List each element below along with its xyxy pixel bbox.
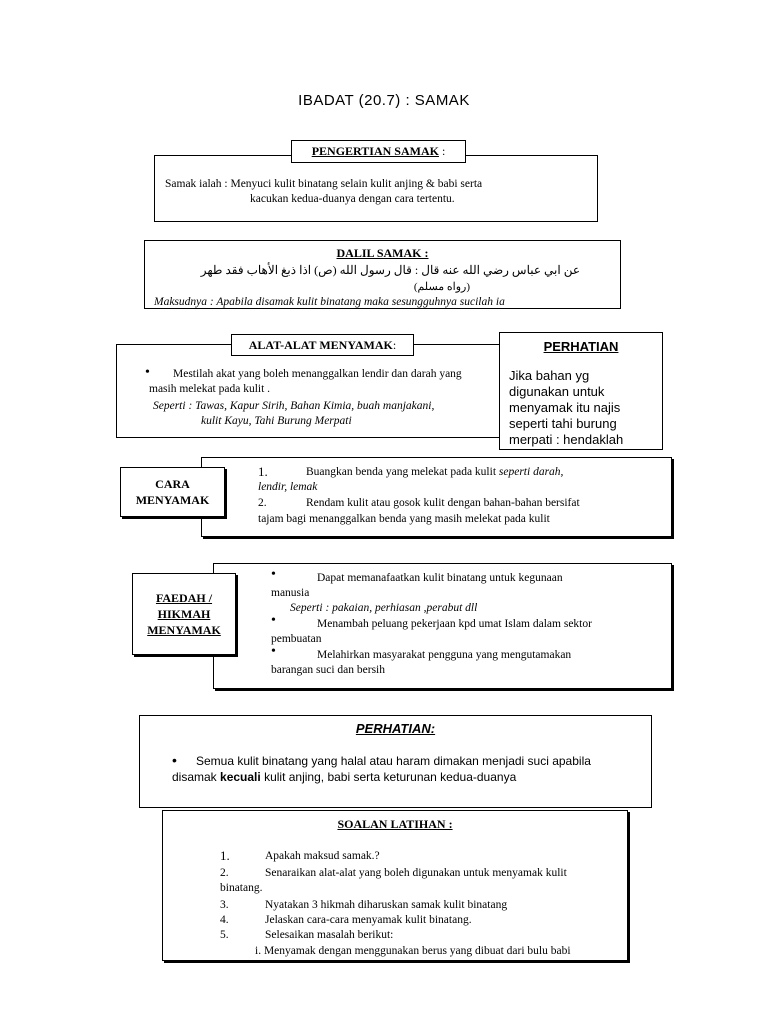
perhatian-side-heading: PERHATIAN [543, 339, 619, 354]
faedah-box [213, 563, 672, 689]
dalil-maksudnya: Maksudnya : Apabila disamak kulit binatang maka sesungguhnya sucilah ia [154, 296, 505, 308]
soalan-heading: SOALAN LATIHAN : [337, 817, 453, 831]
page-title: IBADAT (20.7) : SAMAK [298, 92, 470, 109]
pengertian-box [154, 155, 598, 222]
faedah-b1c: Seperti : pakaian, perhiasan ,perabut dll [290, 602, 478, 614]
cara-item-2a: Rendam kulit atau gosok kulit dengan bahan-bahan bersifat [306, 497, 580, 509]
cara-item-2b: tajam bagi menanggalkan benda yang masih melekat pada kulit [258, 513, 550, 525]
faedah-label: FAEDAH / HIKMAH MENYAMAK [147, 591, 221, 637]
dalil-box [144, 240, 621, 309]
alat-heading: ALAT-ALAT MENYAMAK [248, 338, 393, 352]
perhatian-side-line-3: menyamak itu najis [509, 400, 621, 415]
perhatian-main-bullet: • [172, 752, 177, 768]
soalan-q2-number: 2. [220, 867, 229, 879]
soalan-q5: Selesaikan masalah berikut: [265, 929, 394, 941]
perhatian-side-box [499, 332, 663, 450]
soalan-q4-number: 4. [220, 914, 229, 926]
alat-heading-box [231, 334, 414, 356]
perhatian-main-text-2c: kulit anjing, babi serta keturunan kedua-duanya [260, 770, 517, 784]
alat-line-3: Seperti : Tawas, Kapur Sirih, Bahan Kimia, buah manjakani, [153, 400, 435, 412]
faedah-bullet-1: • [271, 567, 276, 582]
pengertian-heading-box [291, 140, 466, 163]
cara-item-1b: seperti darah, [498, 466, 564, 478]
faedah-b1a: Dapat memanafaatkan kulit binatang untuk kegunaan [317, 572, 563, 584]
alat-line-1: Mestilah akat yang boleh menanggalkan lendir dan darah yang [173, 368, 462, 380]
soalan-q1-number: 1. [220, 848, 230, 863]
faedah-b3a: Melahirkan masyarakat pengguna yang mengutamakan [317, 649, 572, 661]
faedah-b1b: manusia [271, 587, 310, 599]
soalan-q3: Nyatakan 3 hikmah diharuskan samak kulit binatang [265, 899, 508, 911]
faedah-b3b: barangan suci dan bersih [271, 664, 386, 676]
cara-number-1: 1. [258, 464, 268, 479]
perhatian-side-line-2: digunakan untuk [509, 384, 605, 399]
soalan-q5-number: 5. [220, 929, 229, 941]
perhatian-main-text-1: Semua kulit binatang yang halal atau haram dimakan menjadi suci apabila [196, 754, 591, 768]
alat-line-2: masih melekat pada kulit . [149, 383, 271, 395]
pengertian-heading-suffix: : [438, 144, 446, 158]
perhatian-main-text-2 [172, 770, 516, 784]
cara-item-1 [306, 466, 563, 478]
alat-box [116, 344, 514, 438]
cara-box [201, 457, 672, 537]
soalan-q3-number: 3. [220, 899, 229, 911]
soalan-q2: Senaraikan alat-alat yang boleh digunakan untuk menyamak kulit [265, 867, 567, 879]
faedah-label-box [132, 573, 236, 655]
perhatian-main-box [139, 715, 652, 808]
perhatian-main-heading: PERHATIAN: [355, 721, 436, 736]
soalan-q1: Apakah maksud samak.? [265, 850, 380, 862]
faedah-bullet-3: • [271, 644, 276, 659]
perhatian-main-text-2b: kecuali [220, 770, 261, 784]
perhatian-main-text-2a: disamak [172, 770, 221, 784]
alat-bullet: • [145, 365, 150, 380]
dalil-heading: DALIL SAMAK : [336, 246, 429, 260]
cara-number-2: 2. [258, 497, 267, 509]
pengertian-heading: PENGERTIAN SAMAK [311, 144, 439, 158]
cara-item-1c: lendir, lemak [258, 481, 318, 493]
dalil-narrator: (رواه مسلم) [413, 281, 470, 293]
cara-label: CARA MENYAMAK [135, 477, 210, 507]
soalan-box [162, 810, 628, 961]
cara-label-box [120, 467, 225, 517]
perhatian-side-line-4: seperti tahi burung [509, 416, 617, 431]
perhatian-side-line-5: merpati : hendaklah [509, 432, 624, 447]
pengertian-line-1: Samak ialah : Menyuci kulit binatang selain kulit anjing & babi serta [165, 178, 483, 190]
cara-item-1a: Buangkan benda yang melekat pada kulit [306, 466, 499, 478]
pengertian-line-2: kacukan kedua-duanya dengan cara tertentu. [250, 193, 455, 205]
soalan-q5i: i. Menyamak dengan menggunakan berus yang dibuat dari bulu babi [255, 945, 571, 957]
soalan-q4: Jelaskan cara-cara menyamak kulit binatang. [265, 914, 472, 926]
faedah-b2b: pembuatan [271, 633, 322, 645]
faedah-bullet-2: • [271, 613, 276, 628]
alat-line-4: kulit Kayu, Tahi Burung Merpati [201, 415, 352, 427]
alat-heading-suffix: : [392, 338, 397, 352]
perhatian-side-line-1: Jika bahan yg [509, 368, 590, 383]
faedah-b2a: Menambah peluang pekerjaan kpd umat Islam dalam sektor [317, 618, 592, 630]
dalil-arabic: عن ابي عباس رضي الله عنه قال : قال رسول الله (ص) اذا ذبغ الأهاب فقد طهر [200, 263, 580, 277]
soalan-q2b: binatang. [220, 882, 263, 894]
